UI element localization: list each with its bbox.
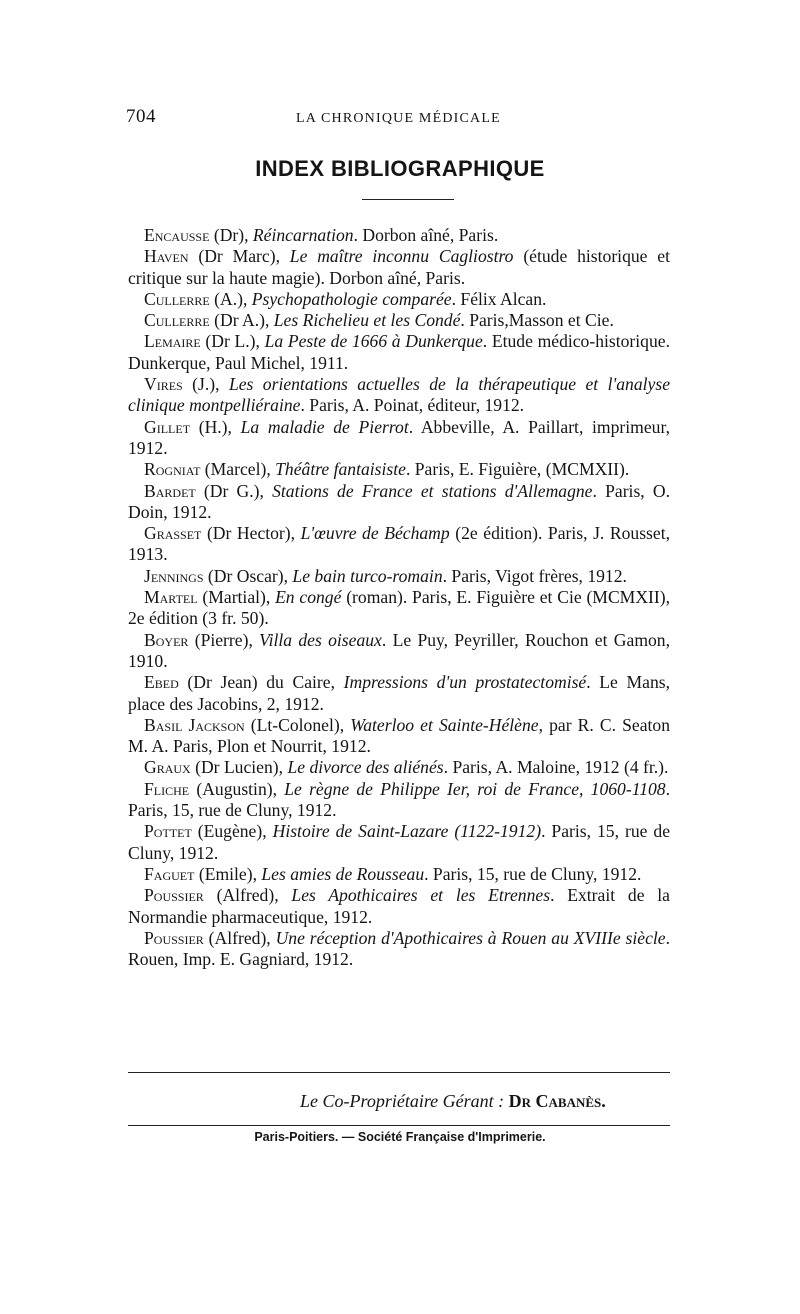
bibliography-entry bbox=[128, 715, 670, 758]
entry-publication: . Paris, 15, rue de Cluny, 1912. bbox=[128, 821, 671, 863]
bibliography-entry bbox=[128, 459, 670, 480]
entry-work: Le divorce des aliénés bbox=[287, 757, 444, 778]
entry-author: Basil Jackson bbox=[144, 714, 245, 735]
entry-details: (Dr Jean) du Caire, bbox=[178, 672, 344, 693]
bibliography-entry bbox=[128, 779, 670, 822]
entry-author: Faguet bbox=[144, 863, 195, 884]
entry-author: Jennings bbox=[144, 565, 204, 586]
entry-author: Pottet bbox=[144, 821, 192, 842]
bibliography-entry bbox=[128, 928, 670, 971]
bibliography-entry bbox=[128, 757, 670, 778]
entry-publication: . Paris, Vigot frères, 1912. bbox=[442, 565, 627, 586]
entry-author: Haven bbox=[144, 246, 189, 267]
footer-rule-top bbox=[128, 1072, 670, 1073]
entry-details: (H.), bbox=[190, 416, 241, 437]
entry-publication: . Abbeville, A. Paillart, imprimeur, 1912. bbox=[128, 416, 670, 458]
entry-details: (Augustin), bbox=[189, 778, 285, 799]
entry-work: Les amies de Rousseau bbox=[261, 863, 425, 884]
entry-details: (Dr Lucien), bbox=[190, 757, 288, 778]
bibliography-entry bbox=[128, 246, 670, 289]
bibliography-entry bbox=[128, 417, 670, 460]
gerant-signature bbox=[300, 1091, 606, 1112]
entry-author: Cullerre bbox=[144, 310, 210, 331]
entry-work: En congé bbox=[275, 587, 342, 608]
bibliography-entry bbox=[128, 523, 670, 566]
entry-details: (Eugène), bbox=[191, 821, 273, 842]
entry-details: (Dr L.), bbox=[200, 331, 265, 352]
entry-author: Bardet bbox=[144, 480, 196, 501]
entry-details: (Dr Marc), bbox=[188, 246, 290, 267]
entry-publication: . Etude médico-historique. Dunkerque, Paul Michel, 1911. bbox=[128, 331, 670, 373]
entry-author: Ebed bbox=[144, 672, 179, 693]
footer-rule-bottom bbox=[128, 1125, 670, 1126]
bibliography-list bbox=[128, 225, 670, 970]
entry-work: Les orientations actuelles de la thérapeutique et l'analyse clinique montpelliéraine bbox=[128, 374, 670, 416]
entry-publication: (roman). Paris, E. Figuière et Cie (MCMXII), 2e édition (3 fr. 50). bbox=[128, 587, 671, 629]
entry-publication: . Extrait de la Normandie pharmaceutique, 1912. bbox=[128, 885, 670, 927]
printer-line: Paris-Poitiers. — Société Française d'Imprimerie. bbox=[254, 1130, 546, 1144]
entry-publication: . Paris, A. Maloine, 1912 (4 fr.). bbox=[443, 757, 669, 778]
entry-publication: . Félix Alcan. bbox=[451, 288, 547, 309]
entry-publication: . Le Mans, place des Jacobins, 2, 1912. bbox=[128, 672, 670, 714]
entry-work: Le règne de Philippe Ier, roi de France, 1060-1108 bbox=[284, 778, 666, 799]
bibliography-entry bbox=[128, 630, 670, 673]
entry-work: La maladie de Pierrot bbox=[240, 416, 409, 437]
entry-publication: . Le Puy, Peyriller, Rouchon et Gamon, 1910. bbox=[128, 629, 671, 671]
bibliography-entry bbox=[128, 310, 670, 331]
entry-author: Graux bbox=[144, 757, 191, 778]
entry-details: (Dr G.), bbox=[195, 480, 273, 501]
bibliography-entry bbox=[128, 821, 670, 864]
entry-details: (Emile), bbox=[194, 863, 262, 884]
entry-work: Stations de France et stations d'Allemagne bbox=[272, 480, 593, 501]
entry-work: Waterloo et Sainte-Hélène bbox=[350, 714, 539, 735]
entry-details: (Martial), bbox=[197, 587, 276, 608]
bibliography-entry bbox=[128, 672, 670, 715]
entry-work: Histoire de Saint-Lazare (1122-1912) bbox=[272, 821, 542, 842]
bibliography-entry bbox=[128, 331, 670, 374]
entry-publication: . Paris, 15, rue de Cluny, 1912. bbox=[424, 863, 642, 884]
gerant-label: Le Co-Propriétaire Gérant : bbox=[300, 1091, 509, 1111]
entry-work: Le maître inconnu Cagliostro bbox=[289, 246, 514, 267]
entry-work: L'œuvre de Béchamp bbox=[300, 523, 450, 544]
entry-author: Vires bbox=[144, 374, 183, 395]
entry-author: Poussier bbox=[144, 885, 204, 906]
entry-details: (Dr Oscar), bbox=[203, 565, 293, 586]
entry-details: (Dr Hector), bbox=[201, 523, 301, 544]
entry-work: Théâtre fantaisiste bbox=[275, 459, 406, 480]
entry-author: Fliche bbox=[144, 778, 190, 799]
entry-work: Les Apothicaires et les Etrennes bbox=[291, 885, 551, 906]
gerant-name: Dr Cabanès. bbox=[508, 1091, 606, 1111]
bibliography-entry bbox=[128, 587, 670, 630]
entry-details: (Alfred), bbox=[203, 927, 276, 948]
running-head: LA CHRONIQUE MÉDICALE bbox=[296, 111, 501, 126]
entry-details: (J.), bbox=[182, 374, 229, 395]
entry-work: Villa des oiseaux bbox=[259, 629, 382, 650]
entry-author: Cullerre bbox=[144, 288, 210, 309]
entry-author: Martel bbox=[144, 587, 198, 608]
entry-publication: . Paris,Masson et Cie. bbox=[460, 310, 614, 331]
bibliography-entry bbox=[128, 289, 670, 310]
entry-work: Le bain turco-romain bbox=[292, 565, 443, 586]
bibliography-entry bbox=[128, 864, 670, 885]
bibliography-entry bbox=[128, 225, 670, 246]
bibliography-entry bbox=[128, 481, 670, 524]
entry-publication: . Rouen, Imp. E. Gagniard, 1912. bbox=[128, 927, 670, 970]
entry-author: Boyer bbox=[144, 629, 189, 650]
entry-details: (Dr A.), bbox=[209, 310, 274, 331]
entry-publication: . Paris, O. Doin, 1912. bbox=[128, 480, 670, 522]
entry-author: Rogniat bbox=[144, 459, 201, 480]
entry-author: Grasset bbox=[144, 523, 202, 544]
entry-work: Les Richelieu et les Condé bbox=[273, 310, 461, 331]
entry-author: Gillet bbox=[144, 416, 191, 437]
entry-work: Une réception d'Apothicaires à Rouen au XVIIIe siècle bbox=[275, 927, 666, 948]
bibliography-entry bbox=[128, 374, 670, 417]
entry-publication: . Paris, A. Poinat, éditeur, 1912. bbox=[300, 395, 525, 416]
title-rule bbox=[362, 199, 454, 200]
entry-details: (Marcel), bbox=[200, 459, 276, 480]
entry-author: Lemaire bbox=[144, 331, 201, 352]
entry-publication: , par R. C. Seaton M. A. Paris, Plon et Nourrit, 1912. bbox=[128, 714, 670, 757]
page-title: INDEX BIBLIOGRAPHIQUE bbox=[255, 156, 545, 181]
entry-work: Réincarnation bbox=[252, 225, 354, 245]
entry-details: (A.), bbox=[209, 288, 252, 309]
entry-work: La Peste de 1666 à Dunkerque bbox=[264, 331, 483, 352]
entry-author: Poussier bbox=[144, 927, 204, 948]
entry-details: (Alfred), bbox=[203, 885, 292, 906]
entry-details: (Dr), bbox=[209, 225, 253, 245]
entry-work: Impressions d'un prostatectomisé bbox=[343, 672, 587, 693]
entry-publication: (étude historique et critique sur la haute magie). Dorbon aîné, Paris. bbox=[128, 246, 670, 288]
entry-details: (Lt-Colonel), bbox=[244, 714, 351, 735]
entry-publication: . Paris, 15, rue de Cluny, 1912. bbox=[128, 778, 670, 821]
entry-publication: . Dorbon aîné, Paris. bbox=[353, 225, 499, 245]
bibliography-entry bbox=[128, 566, 670, 587]
entry-publication: . Paris, E. Figuière, (MCMXII). bbox=[405, 459, 630, 480]
entry-author: Encausse bbox=[144, 225, 210, 245]
page-number: 704 bbox=[126, 106, 156, 127]
entry-details: (Pierre), bbox=[188, 629, 260, 650]
entry-work: Psychopathologie comparée bbox=[251, 288, 452, 309]
entry-publication: (2e édition). Paris, J. Rousset, 1913. bbox=[128, 523, 670, 565]
bibliography-entry bbox=[128, 885, 670, 928]
